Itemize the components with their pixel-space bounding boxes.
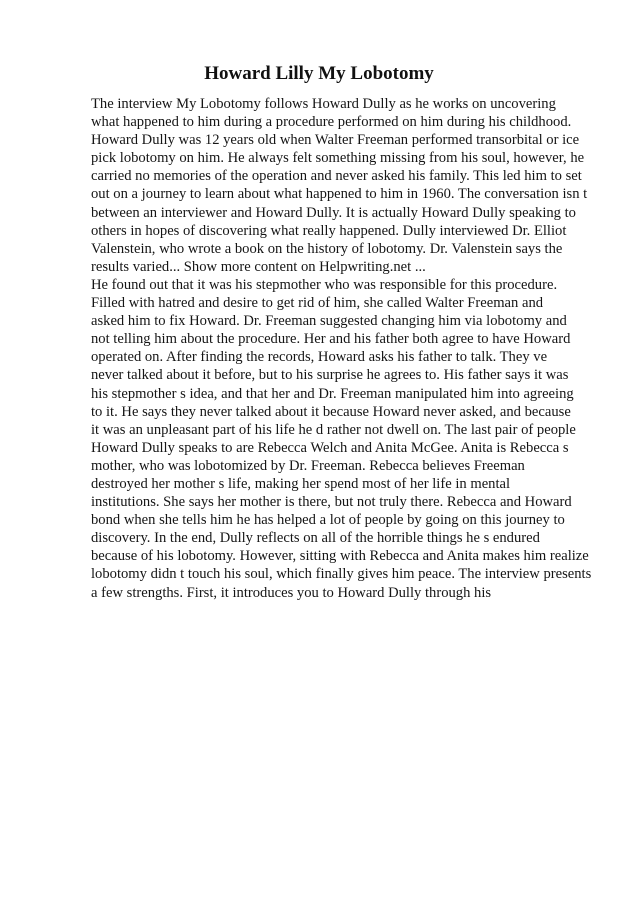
body-line: Howard Dully was 12 years old when Walter Freeman performed transorbital or ice	[91, 132, 580, 149]
body-line: not telling him about the procedure. Her and his father both agree to have Howard	[91, 331, 571, 348]
body-line: out on a journey to learn about what happened to him in 1960. The conversation isn t	[91, 186, 588, 203]
body-line: The interview My Lobotomy follows Howard Dully as he works on uncovering	[91, 96, 556, 112]
body-line: carried no memories of the operation and never asked his family. This led him to set	[91, 168, 582, 185]
body-line: bond when she tells him he has helped a lot of people by going on this journey to	[91, 512, 565, 529]
body-line: operated on. After finding the records, Howard asks his father to talk. They ve	[91, 349, 548, 366]
body-line: it was an unpleasant part of his life he d rather not dwell on. The last pair of people	[91, 421, 576, 438]
document-body	[91, 95, 591, 602]
body-line: his stepmother s idea, and that her and Dr. Freeman manipulated him into agreeing	[91, 385, 574, 402]
body-line: Filled with hatred and desire to get rid of him, she called Walter Freeman and	[91, 295, 544, 312]
body-line: discovery. In the end, Dully reflects on all of the horrible things he s endured	[91, 530, 540, 547]
body-line: pick lobotomy on him. He always felt something missing from his soul, however, he	[91, 150, 585, 167]
document-title: Howard Lilly My Lobotomy	[204, 63, 434, 84]
body-line: asked him to fix Howard. Dr. Freeman suggested changing him via lobotomy and	[91, 313, 567, 330]
body-line: what happened to him during a procedure performed on him during his childhood.	[91, 114, 572, 131]
body-line: He found out that it was his stepmother who was responsible for this procedure.	[91, 276, 558, 293]
body-line: because of his lobotomy. However, sitting with Rebecca and Anita makes him realize	[91, 548, 589, 565]
body-line: Valenstein, who wrote a book on the history of lobotomy. Dr. Valenstein says the	[91, 240, 563, 257]
body-line: institutions. She says her mother is there, but not truly there. Rebecca and Howard	[91, 494, 572, 511]
body-line: never talked about it before, but to his surprise he agrees to. His father says it was	[91, 367, 569, 384]
body-line: to it. He says they never talked about it because Howard never asked, and because	[91, 403, 571, 420]
body-line: others in hopes of discovering what really happened. Dully interviewed Dr. Elliot	[91, 222, 567, 239]
body-line: results varied... Show more content on Helpwriting.net ...	[91, 258, 426, 275]
body-line: lobotomy didn t touch his soul, which finally gives him peace. The interview presents	[91, 566, 592, 583]
body-line: Howard Dully speaks to are Rebecca Welch and Anita McGee. Anita is Rebecca s	[91, 439, 569, 456]
body-line: mother, who was lobotomized by Dr. Freeman. Rebecca believes Freeman	[91, 457, 525, 474]
body-line: destroyed her mother s life, making her spend most of her life in mental	[91, 475, 511, 492]
body-line: between an interviewer and Howard Dully. It is actually Howard Dully speaking to	[91, 204, 576, 221]
body-line: a few strengths. First, it introduces you to Howard Dully through his	[91, 584, 492, 601]
